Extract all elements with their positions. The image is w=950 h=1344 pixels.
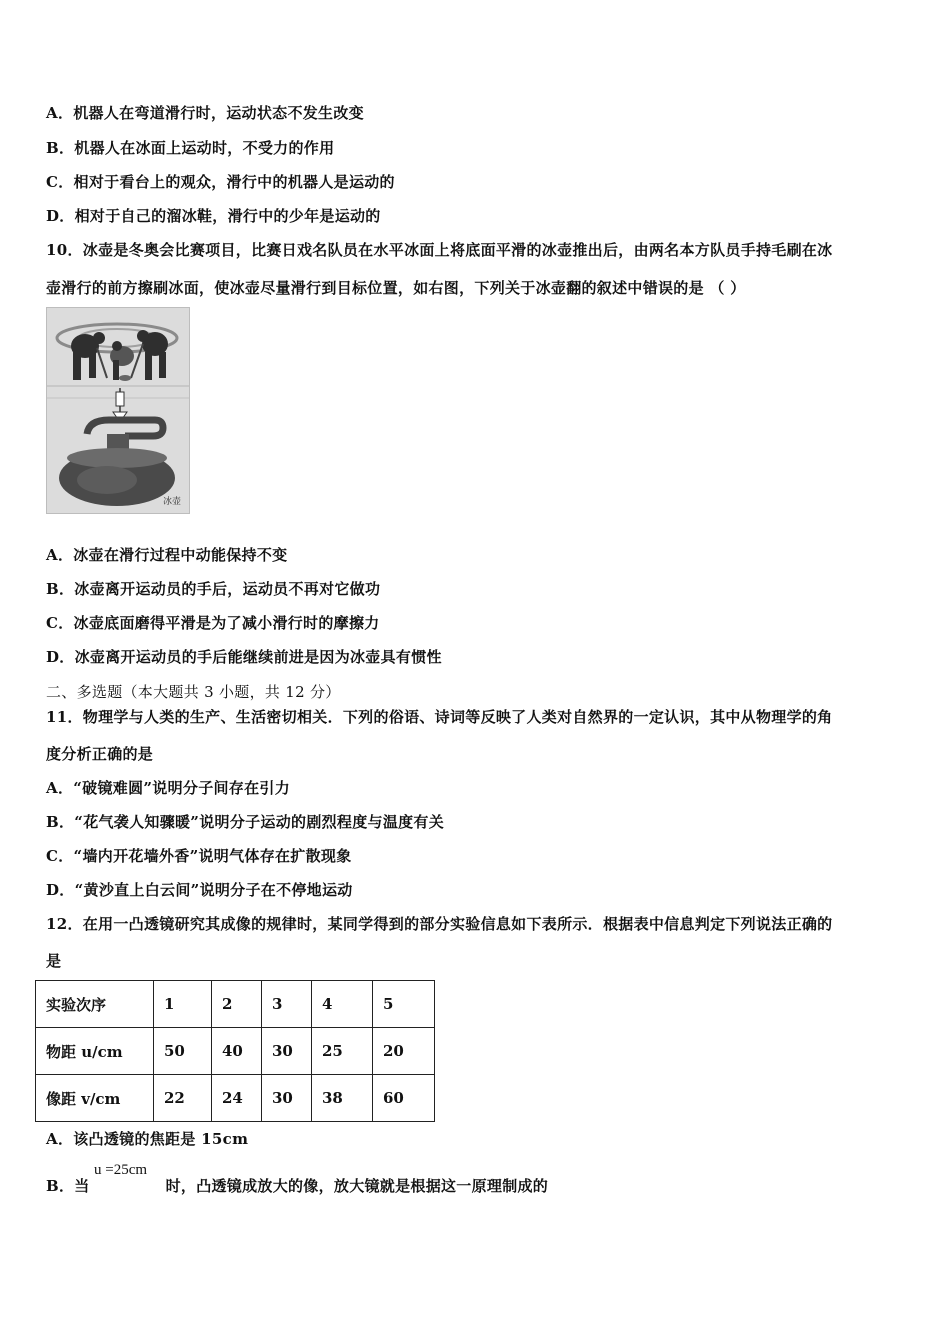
q12-stem-line2: 是 — [46, 952, 62, 970]
q12-option-a: A．该凸透镜的焦距是 15cm — [46, 1130, 249, 1148]
q9-option-a: A．机器人在弯道滑行时，运动状态不发生改变 — [46, 104, 364, 122]
table-cell: 30 — [262, 1028, 312, 1075]
table-cell: 20 — [373, 1028, 435, 1075]
q11-stem-line1: 11．物理学与人类的生产、生活密切相关．下列的俗语、诗词等反映了人类对自然界的一定认识，其中从物理学的角 — [46, 708, 833, 726]
table-cell: 40 — [212, 1028, 262, 1075]
q10-option-a: A．冰壶在滑行过程中动能保持不变 — [46, 546, 288, 564]
table-cell: 5 — [373, 981, 435, 1028]
figure-caption: 冰壶 — [163, 497, 182, 507]
q9-option-c: C．相对于看台上的观众，滑行中的机器人是运动的 — [46, 173, 395, 191]
table-row — [36, 1028, 435, 1075]
q11-option-c: C．“墙内开花墙外香”说明气体存在扩散现象 — [46, 847, 352, 865]
curling-figure — [46, 307, 190, 514]
table-cell: 实验次序 — [36, 981, 154, 1028]
q11-option-b: B．“花气袭人知骤暖”说明分子运动的剧烈程度与温度有关 — [46, 813, 445, 831]
section-title: 二、多选题（本大题共 3 小题，共 12 分） — [46, 683, 341, 701]
q10-option-d: D．冰壶离开运动员的手后能继续前进是因为冰壶具有惯性 — [46, 648, 442, 666]
table-cell: 物距 u/cm — [36, 1028, 154, 1075]
q11-option-d: D．“黄沙直上白云间”说明分子在不停地运动 — [46, 881, 353, 899]
curling-illustration — [47, 308, 189, 513]
q10-stem-line1: 10．冰壶是冬奥会比赛项目，比赛日戏名队员在水平冰面上将底面平滑的冰壶推出后，由两名本方队员手持毛刷在冰 — [46, 241, 833, 259]
table-cell: 2 — [212, 981, 262, 1028]
q10-option-b: B．冰壶离开运动员的手后，运动员不再对它做功 — [46, 580, 381, 598]
table-cell: 3 — [262, 981, 312, 1028]
table-row — [36, 1075, 435, 1122]
q12-stem-line1: 12．在用一凸透镜研究其成像的规律时，某同学得到的部分实验信息如下表所示．根据表中信息判定下列说法正确的 — [46, 915, 833, 933]
q9-option-b: B．机器人在冰面上运动时，不受力的作用 — [46, 139, 335, 157]
q11-stem-line2: 度分析正确的是 — [46, 745, 154, 763]
table-cell: 4 — [312, 981, 373, 1028]
table-cell: 24 — [212, 1075, 262, 1122]
q11-option-a: A．“破镜难圆”说明分子间存在引力 — [46, 779, 290, 797]
table-cell: 1 — [154, 981, 212, 1028]
table-cell: 50 — [154, 1028, 212, 1075]
table-cell: 25 — [312, 1028, 373, 1075]
q12-option-b-suffix: 时，凸透镜成放大的像，放大镜就是根据这一原理制成的 — [165, 1177, 549, 1195]
experiment-table — [35, 980, 435, 1122]
table-cell: 像距 v/cm — [36, 1075, 154, 1122]
table-cell: 60 — [373, 1075, 435, 1122]
q12-option-b-formula: u =25cm — [94, 1162, 148, 1178]
q9-option-d: D．相对于自己的溜冰鞋，滑行中的少年是运动的 — [46, 207, 381, 225]
q12-option-b-prefix: B．当 — [46, 1177, 90, 1195]
table-cell: 22 — [154, 1075, 212, 1122]
table-cell: 38 — [312, 1075, 373, 1122]
q10-option-c: C．冰壶底面磨得平滑是为了减小滑行时的摩擦力 — [46, 614, 380, 632]
q10-stem-line2: 壶滑行的前方擦刷冰面，使冰壶尽量滑行到目标位置，如右图，下列关于冰壶翻的叙述中错误的是 （ ） — [46, 279, 746, 297]
table-cell: 30 — [262, 1075, 312, 1122]
table-row — [36, 981, 435, 1028]
